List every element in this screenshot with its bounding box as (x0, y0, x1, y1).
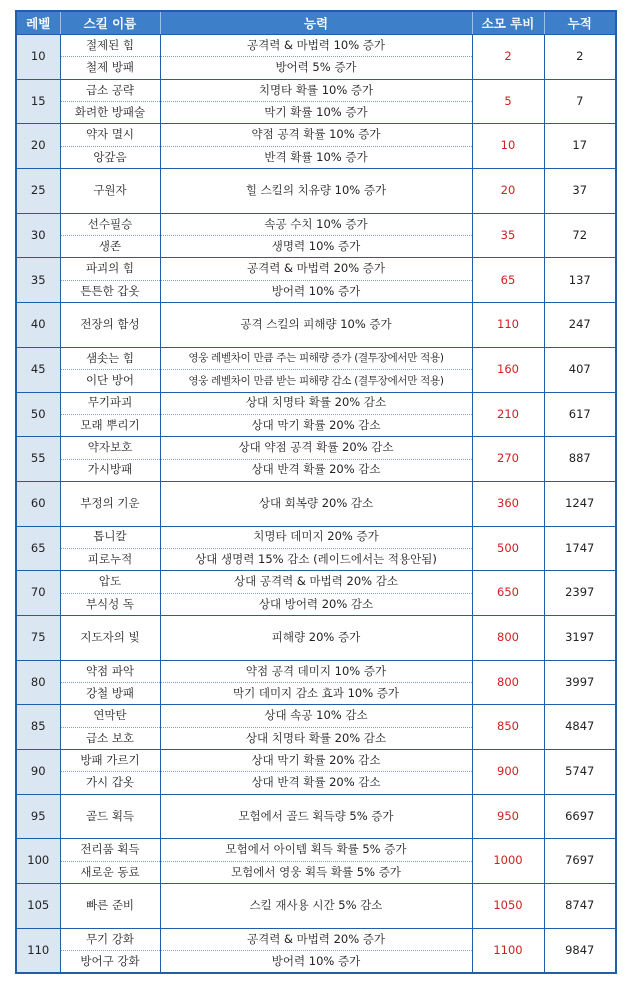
ability-cell: 상대 속공 10% 감소 (160, 705, 472, 727)
level-cell: 35 (16, 258, 60, 303)
ability-cell: 방어력 10% 증가 (160, 951, 472, 973)
ability-cell: 공격력 & 마법력 20% 증가 (160, 258, 472, 280)
skill-name-cell: 빠른 준비 (60, 884, 160, 929)
level-cell: 40 (16, 303, 60, 348)
ability-cell: 치명타 확률 10% 증가 (160, 79, 472, 101)
ability-cell: 치명타 데미지 20% 증가 (160, 526, 472, 548)
skill-name-cell: 전리품 획득 (60, 839, 160, 861)
ruby-cost-cell: 900 (472, 750, 544, 795)
table-row (16, 705, 616, 727)
ruby-cost-cell: 360 (472, 481, 544, 526)
level-cell: 90 (16, 750, 60, 795)
level-cell: 100 (16, 839, 60, 884)
level-cell: 45 (16, 347, 60, 392)
ability-cell: 상대 막기 확률 20% 감소 (160, 414, 472, 436)
skill-table-body (16, 35, 616, 973)
table-row (16, 392, 616, 414)
table-row (16, 615, 616, 660)
table-row (16, 526, 616, 548)
skill-table-container (15, 10, 615, 974)
table-row (16, 347, 616, 369)
skill-name-cell: 가시방패 (60, 459, 160, 481)
skill-name-cell: 강철 방패 (60, 682, 160, 704)
skill-table (15, 10, 617, 974)
level-cell: 70 (16, 571, 60, 616)
total-cell: 407 (544, 347, 616, 392)
skill-name-cell: 파괴의 힘 (60, 258, 160, 280)
table-row (16, 437, 616, 459)
ability-cell: 상대 반격 확률 20% 감소 (160, 772, 472, 794)
ability-cell: 모험에서 영웅 획득 확률 5% 증가 (160, 861, 472, 883)
ruby-cost-cell: 35 (472, 213, 544, 258)
level-cell: 50 (16, 392, 60, 437)
table-row (16, 571, 616, 593)
skill-name-cell: 압도 (60, 571, 160, 593)
ability-cell: 약점 공격 데미지 10% 증가 (160, 660, 472, 682)
level-cell: 15 (16, 79, 60, 124)
skill-name-cell: 급소 공략 (60, 79, 160, 101)
skill-name-cell: 샘솟는 힘 (60, 347, 160, 369)
header-level: 레벨 (16, 11, 60, 35)
ability-cell: 상대 방어력 20% 감소 (160, 593, 472, 615)
table-row (16, 124, 616, 146)
skill-name-cell: 가시 갑옷 (60, 772, 160, 794)
skill-name-cell: 화려한 방패술 (60, 102, 160, 124)
total-cell: 137 (544, 258, 616, 303)
level-cell: 55 (16, 437, 60, 482)
total-cell: 37 (544, 169, 616, 214)
level-cell: 30 (16, 213, 60, 258)
level-cell: 75 (16, 615, 60, 660)
total-cell: 7697 (544, 839, 616, 884)
table-row (16, 794, 616, 839)
ruby-cost-cell: 850 (472, 705, 544, 750)
skill-name-cell: 약자보호 (60, 437, 160, 459)
skill-name-cell: 피로누적 (60, 548, 160, 570)
ruby-cost-cell: 1050 (472, 884, 544, 929)
total-cell: 2397 (544, 571, 616, 616)
ability-cell: 상대 약점 공격 확률 20% 감소 (160, 437, 472, 459)
total-cell: 9847 (544, 928, 616, 973)
ability-cell: 속공 수치 10% 증가 (160, 213, 472, 235)
skill-name-cell: 새로운 동료 (60, 861, 160, 883)
total-cell: 3197 (544, 615, 616, 660)
ability-cell: 힐 스킬의 치유량 10% 증가 (160, 169, 472, 214)
header-ruby-cost: 소모 루비 (472, 11, 544, 35)
total-cell: 3997 (544, 660, 616, 705)
ability-cell: 상대 생명력 15% 감소 (레이드에서는 적용안됨) (160, 548, 472, 570)
ruby-cost-cell: 5 (472, 79, 544, 124)
ability-cell: 방어력 10% 증가 (160, 280, 472, 302)
table-row (16, 258, 616, 280)
table-row (16, 213, 616, 235)
ruby-cost-cell: 110 (472, 303, 544, 348)
skill-name-cell: 구원자 (60, 169, 160, 214)
skill-name-cell: 급소 보호 (60, 727, 160, 749)
ability-cell: 영웅 레벨차이 만큼 주는 피해량 증가 (결투장에서만 적용) (160, 347, 472, 369)
ability-cell: 막기 데미지 감소 효과 10% 증가 (160, 682, 472, 704)
ruby-cost-cell: 2 (472, 35, 544, 80)
header-row (16, 11, 616, 35)
skill-name-cell: 방어구 강화 (60, 951, 160, 973)
skill-name-cell: 무기파괴 (60, 392, 160, 414)
header-ability: 능력 (160, 11, 472, 35)
total-cell: 8747 (544, 884, 616, 929)
skill-name-cell: 튼튼한 갑옷 (60, 280, 160, 302)
table-row (16, 750, 616, 772)
level-cell: 95 (16, 794, 60, 839)
level-cell: 80 (16, 660, 60, 705)
ability-cell: 상대 반격 확률 20% 감소 (160, 459, 472, 481)
skill-name-cell: 연막탄 (60, 705, 160, 727)
table-row (16, 481, 616, 526)
table-row (16, 884, 616, 929)
skill-name-cell: 톱니칼 (60, 526, 160, 548)
skill-name-cell: 약점 파악 (60, 660, 160, 682)
total-cell: 4847 (544, 705, 616, 750)
total-cell: 6697 (544, 794, 616, 839)
level-cell: 10 (16, 35, 60, 80)
table-row (16, 303, 616, 348)
skill-name-cell: 전장의 함성 (60, 303, 160, 348)
total-cell: 72 (544, 213, 616, 258)
ability-cell: 반격 확률 10% 증가 (160, 146, 472, 168)
level-cell: 85 (16, 705, 60, 750)
ruby-cost-cell: 800 (472, 615, 544, 660)
skill-name-cell: 지도자의 빛 (60, 615, 160, 660)
ability-cell: 생명력 10% 증가 (160, 236, 472, 258)
ability-cell: 상대 회복량 20% 감소 (160, 481, 472, 526)
ruby-cost-cell: 500 (472, 526, 544, 571)
table-row (16, 660, 616, 682)
ruby-cost-cell: 160 (472, 347, 544, 392)
level-cell: 25 (16, 169, 60, 214)
ruby-cost-cell: 270 (472, 437, 544, 482)
ability-cell: 상대 공격력 & 마법력 20% 감소 (160, 571, 472, 593)
ruby-cost-cell: 950 (472, 794, 544, 839)
total-cell: 1247 (544, 481, 616, 526)
table-row (16, 839, 616, 861)
total-cell: 5747 (544, 750, 616, 795)
ruby-cost-cell: 10 (472, 124, 544, 169)
skill-name-cell: 방패 가르기 (60, 750, 160, 772)
skill-name-cell: 부정의 기운 (60, 481, 160, 526)
skill-name-cell: 선수필승 (60, 213, 160, 235)
skill-name-cell: 모래 뿌리기 (60, 414, 160, 436)
ability-cell: 공격 스킬의 피해량 10% 증가 (160, 303, 472, 348)
ability-cell: 약점 공격 확률 10% 증가 (160, 124, 472, 146)
level-cell: 110 (16, 928, 60, 973)
level-cell: 105 (16, 884, 60, 929)
ability-cell: 모험에서 아이템 획득 확률 5% 증가 (160, 839, 472, 861)
ability-cell: 영웅 레벨차이 만큼 받는 피해량 감소 (결투장에서만 적용) (160, 370, 472, 392)
skill-name-cell: 생존 (60, 236, 160, 258)
ruby-cost-cell: 65 (472, 258, 544, 303)
ruby-cost-cell: 1000 (472, 839, 544, 884)
skill-name-cell: 절제된 힘 (60, 35, 160, 57)
skill-name-cell: 철제 방패 (60, 57, 160, 79)
ability-cell: 공격력 & 마법력 20% 증가 (160, 928, 472, 950)
ability-cell: 막기 확률 10% 증가 (160, 102, 472, 124)
ability-cell: 상대 막기 확률 20% 감소 (160, 750, 472, 772)
skill-name-cell: 부식성 독 (60, 593, 160, 615)
ruby-cost-cell: 210 (472, 392, 544, 437)
total-cell: 617 (544, 392, 616, 437)
total-cell: 887 (544, 437, 616, 482)
ability-cell: 모험에서 골드 획득량 5% 증가 (160, 794, 472, 839)
ability-cell: 피해량 20% 증가 (160, 615, 472, 660)
total-cell: 1747 (544, 526, 616, 571)
header-total: 누적 (544, 11, 616, 35)
skill-name-cell: 무기 강화 (60, 928, 160, 950)
skill-name-cell: 앙갚음 (60, 146, 160, 168)
total-cell: 247 (544, 303, 616, 348)
ruby-cost-cell: 650 (472, 571, 544, 616)
ability-cell: 스킬 재사용 시간 5% 감소 (160, 884, 472, 929)
ability-cell: 방어력 5% 증가 (160, 57, 472, 79)
ruby-cost-cell: 1100 (472, 928, 544, 973)
level-cell: 65 (16, 526, 60, 571)
skill-name-cell: 골드 획득 (60, 794, 160, 839)
ability-cell: 상대 치명타 확률 20% 감소 (160, 392, 472, 414)
ruby-cost-cell: 800 (472, 660, 544, 705)
total-cell: 2 (544, 35, 616, 80)
level-cell: 60 (16, 481, 60, 526)
skill-name-cell: 약자 멸시 (60, 124, 160, 146)
skill-name-cell: 이단 방어 (60, 370, 160, 392)
level-cell: 20 (16, 124, 60, 169)
table-row (16, 79, 616, 101)
table-row (16, 169, 616, 214)
header-skill-name: 스킬 이름 (60, 11, 160, 35)
ability-cell: 상대 치명타 확률 20% 감소 (160, 727, 472, 749)
total-cell: 17 (544, 124, 616, 169)
total-cell: 7 (544, 79, 616, 124)
table-row (16, 928, 616, 950)
ability-cell: 공격력 & 마법력 10% 증가 (160, 35, 472, 57)
ruby-cost-cell: 20 (472, 169, 544, 214)
table-row (16, 35, 616, 57)
